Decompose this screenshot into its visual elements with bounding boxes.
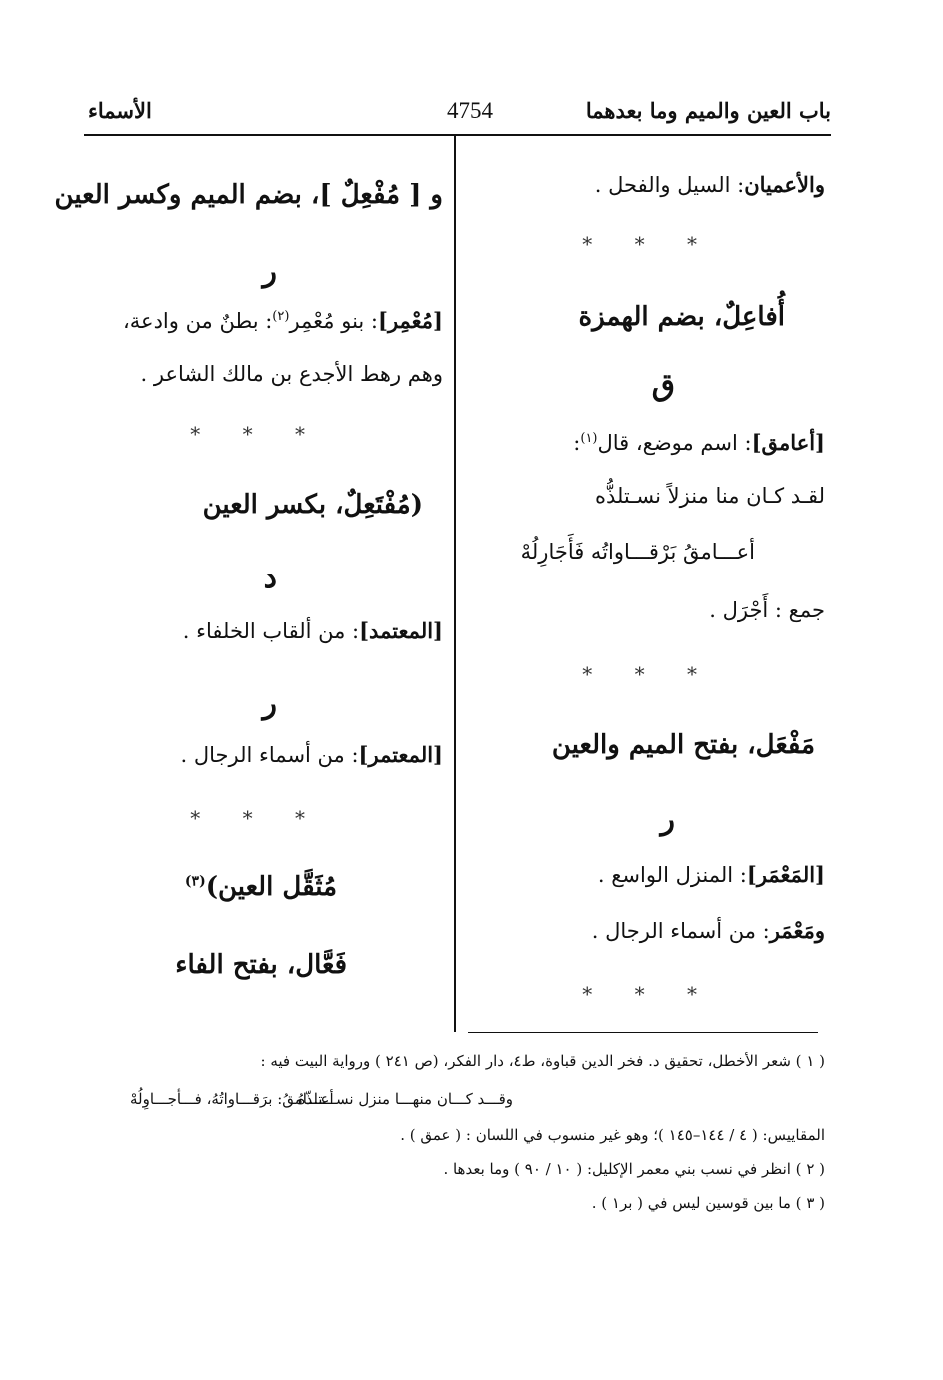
- entry-term: [أعامق]: [751, 430, 825, 455]
- footnote-ref: (٣): [184, 873, 206, 890]
- entry-text: : من أسماء الرجال .: [180, 743, 359, 767]
- entry-almutamir: [181, 742, 443, 767]
- footnote-3: ( ٣ ) ما بين قوسين ليس في ( بر١ ) .: [591, 1194, 825, 1212]
- entry-text: : المنزل الواسع .: [597, 863, 747, 887]
- pattern-heading: و [ مُفْعِلٌ ]، بضم الميم وكسر العين: [54, 180, 443, 210]
- entry-text: : بطنٌ من وادعة،: [123, 309, 273, 333]
- entry-muammir: [123, 308, 443, 333]
- footnote-1: ( ١ ) شعر الأخطل، تحقيق د. فخر الدين قباوة، ط٤، دار الفكر، (ص ٢٤١ ) ورواية البيت فيه :: [260, 1052, 825, 1070]
- entry-term: [مُعْمِر]: [378, 308, 443, 333]
- footnote-1-source: المقاييس: ( ٤ / ١٤٤–١٤٥ )؛ وهو غير منسوب في اللسان : ( عمق ) .: [400, 1126, 825, 1144]
- entry-almamar: [598, 862, 825, 887]
- letter-heading: ر: [262, 686, 277, 721]
- pattern-heading: أُفاعِلٌ، بضم الهمزة: [578, 302, 785, 332]
- entry-text: : اسم موضع، قال: [597, 431, 752, 455]
- entry-alamyan: [595, 172, 825, 197]
- separator-stars: * * *: [582, 982, 715, 1006]
- separator-stars: * * *: [582, 232, 715, 256]
- entry-aamiq: [573, 430, 825, 455]
- letter-heading: ق: [651, 368, 675, 403]
- entry-text: :: [573, 431, 581, 455]
- heading-text: مُثَقَّل العين): [205, 872, 337, 902]
- footnote-rule: [468, 1032, 818, 1033]
- pattern-heading: [185, 872, 337, 902]
- separator-stars: * * *: [190, 806, 323, 830]
- separator-stars: * * *: [190, 422, 323, 446]
- header-rule: [84, 134, 831, 136]
- section-title: الأسماء: [88, 98, 152, 123]
- footnote-ref: (٢): [272, 309, 290, 324]
- entry-term: [المعتمر]: [358, 742, 443, 767]
- footnote-verse: [130, 1090, 334, 1108]
- chapter-title: باب العين والميم وما بعدهما: [585, 98, 831, 123]
- letter-heading: ر: [262, 254, 277, 289]
- separator-stars: * * *: [582, 662, 715, 686]
- entry-term: ومَعْمَر: [769, 918, 825, 943]
- entry-ajral: جمع : أَجْرَل .: [709, 598, 825, 622]
- letter-heading: د: [263, 560, 277, 595]
- poem-verse: أعـــامقُ بَرْقـــاواتُه فَأَجَارِلُهْ: [520, 540, 755, 564]
- page-number: 4754: [447, 98, 493, 123]
- footnote-2: ( ٢ ) انظر في نسب بني معمر الإكليل: ( ١٠ / ٩٠ ) وما بعدها .: [443, 1160, 825, 1178]
- pattern-heading: فَعَّال، بفتح الفاء: [175, 950, 347, 980]
- pattern-heading: (مُفْتَعِلٌ، بكسر العين: [202, 490, 423, 520]
- entry-muammir-cont: وهم رهط الأجدع بن مالك الشاعر .: [140, 362, 443, 386]
- footnote-verse: وقـــد كـــان منهـــا منزل نســـتلذّهُ: [297, 1090, 513, 1108]
- pattern-heading: مَفْعَل، بفتح الميم والعين: [551, 730, 815, 760]
- entry-text: : من أسماء الرجال .: [591, 919, 770, 943]
- entry-text: : من ألقاب الخلفاء .: [182, 619, 360, 643]
- column-divider: [454, 134, 456, 1032]
- footnote-verse-text: أعـــامقُ: برَقـــاواتُهُ، فـــأجـــاوِلُهْ: [130, 1090, 334, 1108]
- poem-verse: لقـد كـان منا منزلاً نسـتلذُّه: [594, 484, 825, 508]
- footnote-ref: (١): [580, 431, 598, 446]
- entry-almutamad: [183, 618, 443, 643]
- entry-term: [المعتمد]: [359, 618, 443, 643]
- entry-term: والأعميان: [744, 172, 825, 197]
- letter-heading: ر: [660, 802, 675, 837]
- entry-mamar: [592, 918, 825, 943]
- entry-text: : بنو مُعْمِر: [289, 309, 379, 333]
- entry-text: : السيل والفحل .: [594, 173, 745, 197]
- entry-term: [المَعْمَر]: [746, 862, 825, 887]
